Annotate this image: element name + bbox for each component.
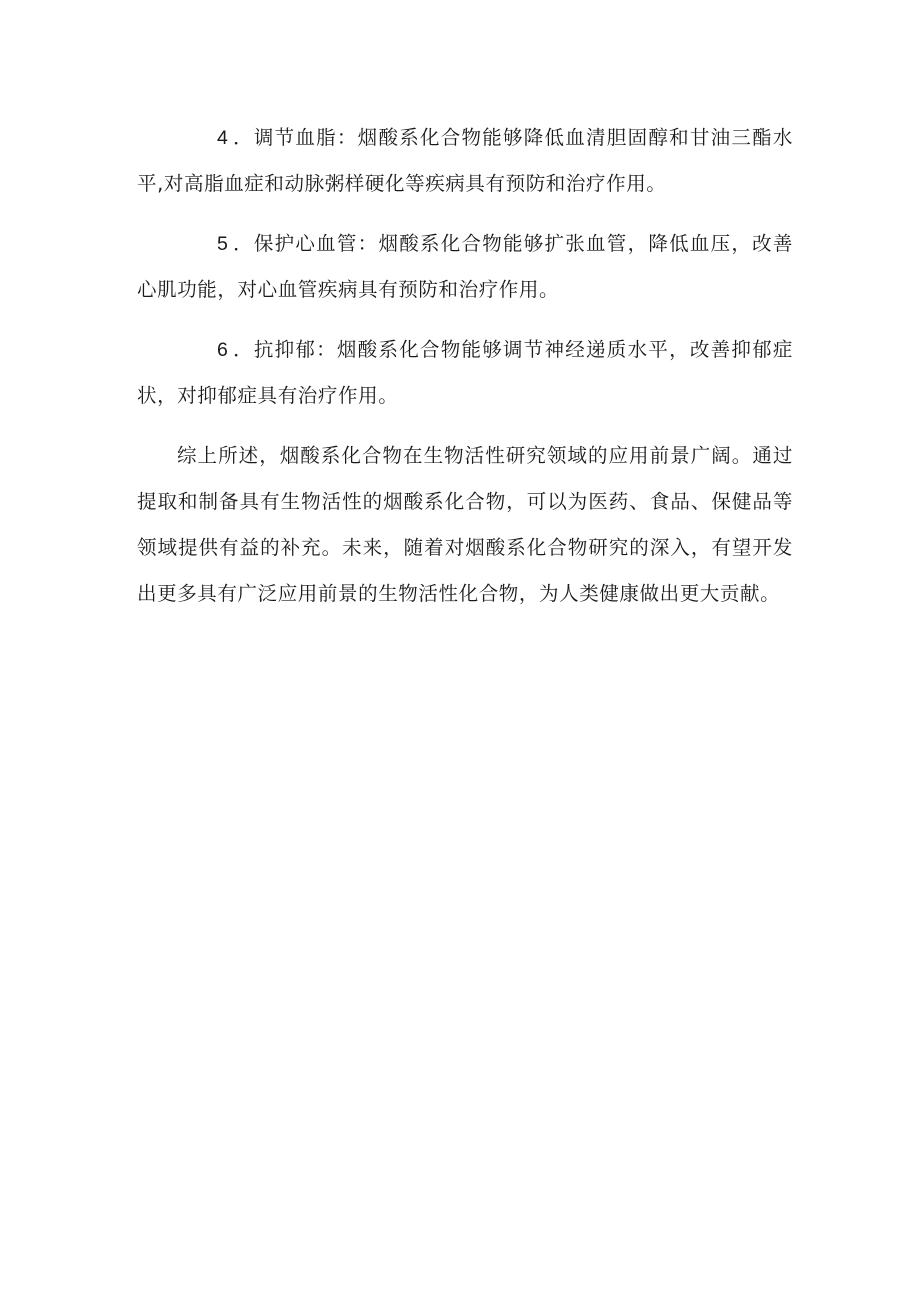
list-item-antidepressant [137, 327, 793, 419]
item-text: ．保护心血管：烟酸系化合物能够扩张血管，降低血压，改善心肌功能，对心血管疾病具有预防和治疗作用。 [137, 232, 793, 301]
list-item-cardiovascular-protection [137, 221, 793, 313]
summary-paragraph: 综上所述，烟酸系化合物在生物活性研究领域的应用前景广阔。通过提取和制备具有生物活性的烟酸系化合物，可以为医药、食品、保健品等领域提供有益的补充。未来，随着对烟酸系化合物研究的深入，有望开发出更多具有广泛应用前景的生物活性化合物，为人类健康做出更大贡献。 [137, 444, 793, 605]
item-number: 6 [217, 339, 229, 361]
item-text: ．调节血脂：烟酸系化合物能够降低血清胆固醇和甘油三酯水平,对高脂血症和动脉粥样硬化等疾病具有预防和治疗作用。 [137, 126, 793, 195]
item-number: 5 [217, 233, 229, 255]
item-number: 4 [217, 127, 229, 149]
document-body [137, 115, 793, 631]
list-item-lipid-regulation [137, 115, 793, 207]
item-text: ．抗抑郁：烟酸系化合物能够调节神经递质水平，改善抑郁症状，对抑郁症具有治疗作用。 [137, 338, 793, 407]
